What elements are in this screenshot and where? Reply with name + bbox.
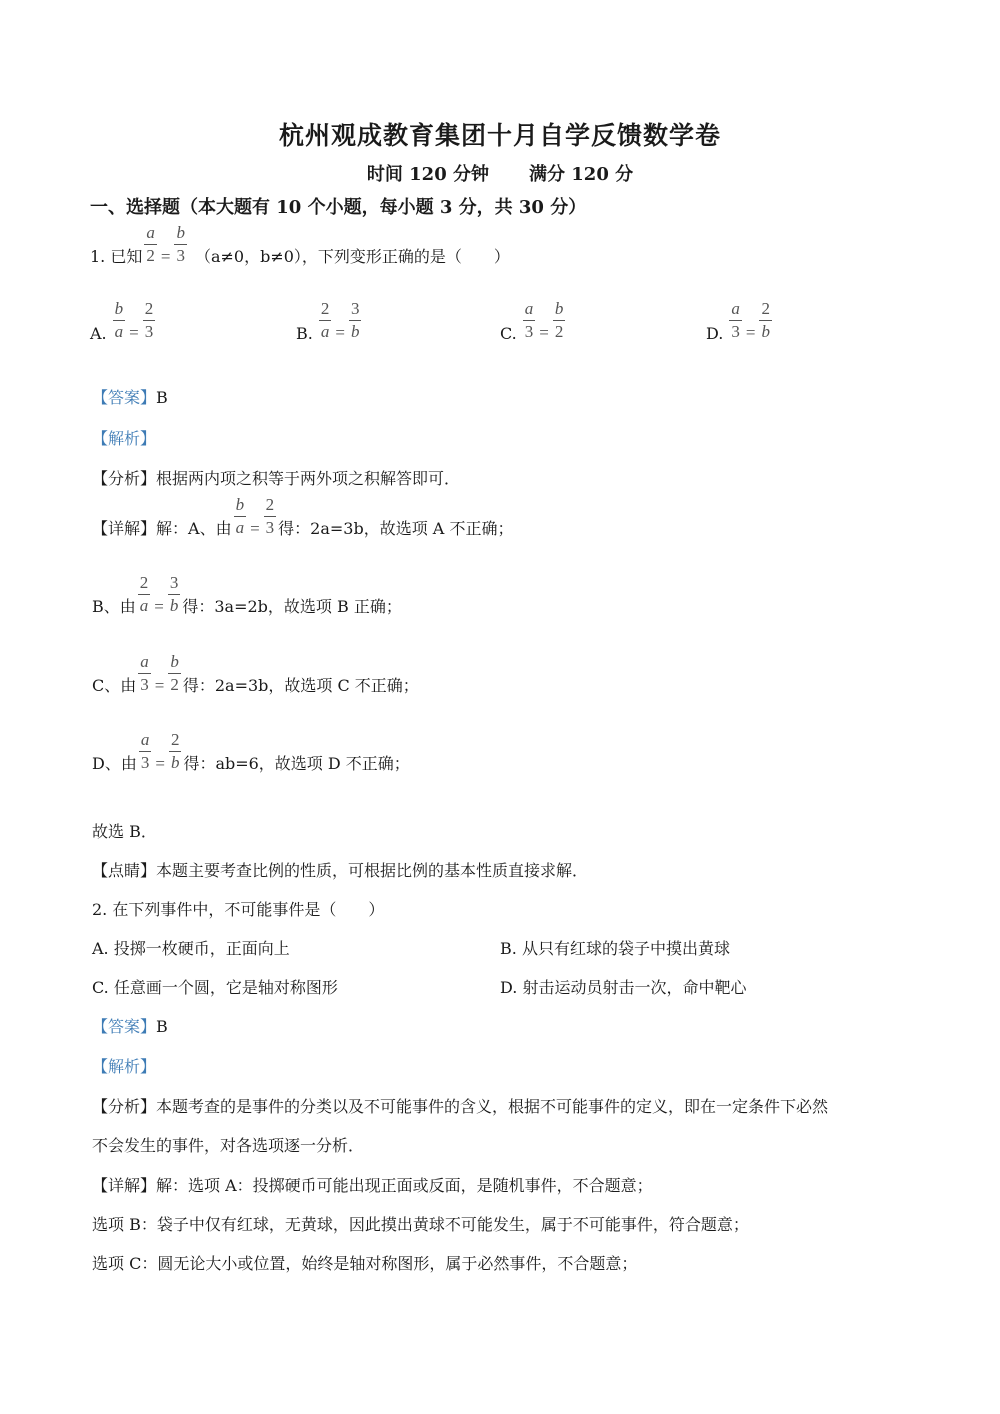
- page-title: 杭州观成教育集团十月自学反馈数学卷: [278, 121, 721, 150]
- q1-condition: （a≠0，b≠0），下列变形正确的是（ ）: [194, 247, 510, 266]
- q1-dianjing: [92, 858, 588, 881]
- option-label: D.: [500, 978, 518, 997]
- exam-info: [0, 160, 1000, 186]
- q1-detail-step-d: D、由 $\frac{a}{3}$ = $\frac{2}{b}$ 得：ab=6，故选项 D 不正确；: [92, 730, 410, 773]
- option-label: C.: [500, 324, 517, 343]
- q1-option-b: B. $\frac{2}{a}$ = $\frac{3}{b}$: [296, 299, 360, 343]
- q1-option-d: D. $\frac{a}{3}$ = $\frac{2}{b}$: [706, 299, 770, 343]
- answer-value: B: [156, 1017, 168, 1036]
- answer-tag: 【答案】: [92, 388, 157, 407]
- q1-option-c: C. $\frac{a}{3}$ = $\frac{b}{2}$: [500, 299, 564, 343]
- fenxi-text: 根据两内项之积等于两外项之积解答即可．: [156, 469, 461, 488]
- option-label: A.: [90, 324, 107, 343]
- q2-analysis-tag: 【解析】: [92, 1057, 157, 1076]
- detail-tag: 【详解】: [92, 1176, 157, 1195]
- q2-option-d: D. 射击运动员射击一次，命中靶心: [500, 978, 747, 997]
- q2-fenxi-line1: 【分析】本题考查的是事件的分类以及不可能事件的含义，根据不可能事件的定义，即在一定条件下必然: [92, 1097, 829, 1116]
- q2-answer: [92, 1014, 168, 1037]
- q1-detail-step-a: 【详解】 解：A、由 $\frac{b}{a}$ = $\frac{2}{3}$ 得：2a=3b，故选项 A 不正确；: [92, 495, 514, 538]
- q1-conclusion: 故选 B．: [92, 822, 157, 841]
- q2-detail-a: 【详解】解：选项 A：投掷硬币可能出现正面或反面，是随机事件，不合题意；: [92, 1176, 653, 1195]
- fenxi-tag: 【分析】: [92, 469, 157, 488]
- answer-tag: 【答案】: [92, 1017, 157, 1036]
- section-heading: 一、选择题（本大题有 10 个小题，每小题 3 分，共 30 分）: [90, 197, 587, 218]
- q2-fenxi-line2: 不会发生的事件，对各选项逐一分析．: [92, 1136, 365, 1155]
- q1-given-right-fraction: $\frac{b}{3}$: [176, 223, 185, 265]
- option-label: B.: [500, 939, 517, 958]
- fenxi-tag: 【分析】: [92, 1097, 157, 1116]
- q1-stem: [90, 222, 510, 267]
- q2-stem: 2. 在下列事件中，不可能事件是（ ）: [92, 900, 385, 919]
- q1-answer: [92, 385, 168, 408]
- exam-time: 时间 120 分钟: [366, 164, 489, 185]
- q2-option-a: A. 投掷一枚硬币，正面向上: [92, 939, 290, 958]
- exam-full-score: 满分 120 分: [529, 164, 634, 185]
- option-label: D.: [706, 324, 724, 343]
- q1-given-left-fraction: $\frac{a}{2}$: [146, 223, 155, 265]
- q2-detail-c: 选项 C：圆无论大小或位置，始终是轴对称图形，属于必然事件，不合题意；: [92, 1254, 638, 1273]
- q1-analysis-tag: 【解析】: [92, 429, 157, 448]
- q1-detail-step-b: B、由 $\frac{2}{a}$ = $\frac{3}{b}$ 得：3a=2b，故选项 B 正确；: [92, 573, 402, 616]
- dianjing-text: 本题主要考查比例的性质，可根据比例的基本性质直接求解．: [156, 861, 589, 880]
- option-label: A.: [92, 939, 109, 958]
- detail-tag: 【详解】: [92, 519, 157, 538]
- q2-option-b: B. 从只有红球的袋子中摸出黄球: [500, 939, 730, 958]
- q1-number: 1. 已知: [90, 247, 143, 266]
- q1-fenxi: [92, 466, 460, 489]
- q1-option-a: A. $\frac{b}{a}$ = $\frac{2}{3}$: [90, 299, 154, 343]
- dianjing-tag: 【点睛】: [92, 861, 157, 880]
- option-label: C.: [92, 978, 109, 997]
- q2-option-c: C. 任意画一个圆，它是轴对称图形: [92, 978, 338, 997]
- answer-value: B: [156, 388, 168, 407]
- equals-sign: =: [160, 247, 171, 266]
- option-label: B.: [296, 324, 313, 343]
- q2-detail-b: 选项 B：袋子中仅有红球，无黄球，因此摸出黄球不可能发生，属于不可能事件，符合题意；: [92, 1215, 749, 1234]
- q1-detail-step-c: C、由 $\frac{a}{3}$ = $\frac{b}{2}$ 得：2a=3b，故选项 C 不正确；: [92, 652, 419, 695]
